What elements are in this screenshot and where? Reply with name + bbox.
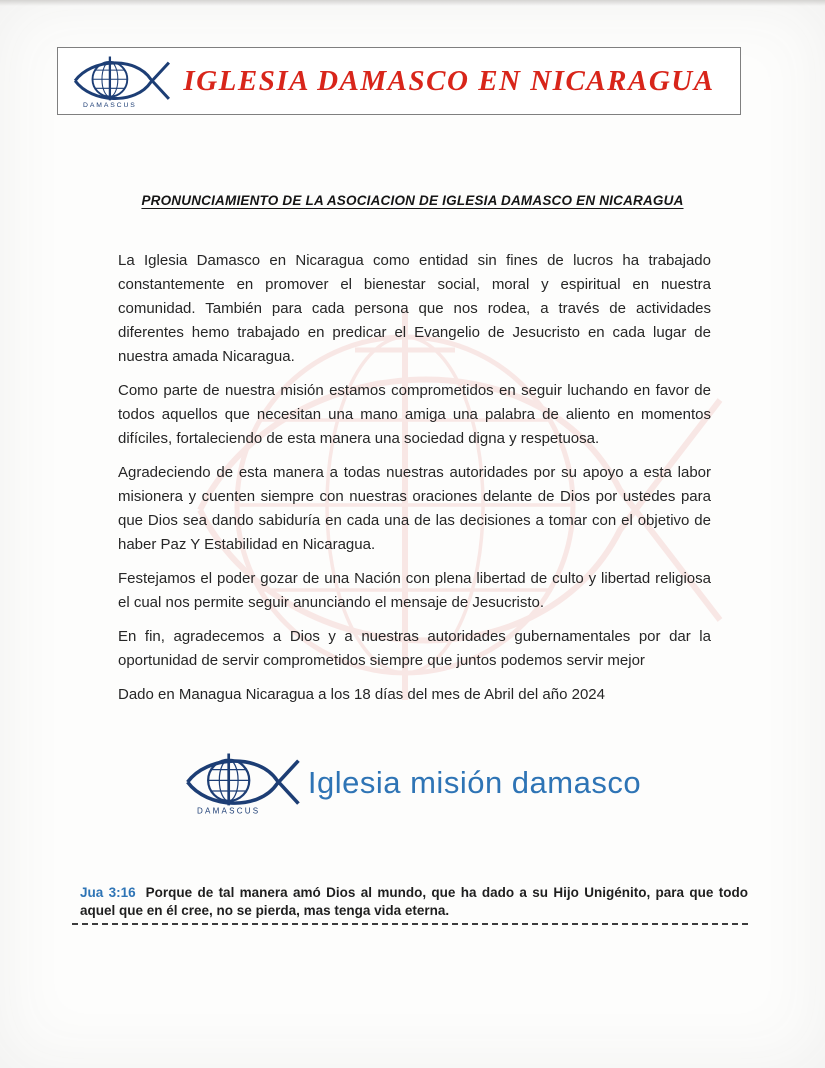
body-paragraph: La Iglesia Damasco en Nicaragua como entidad sin fines de lucros ha trabajado constantemente en promover el bienestar social, moral y espiritual en nuestra comunidad. También para cada persona que nos rodea, a través de actividades diferentes hemo trabajado en predicar el Evangelio de Jesucristo en cada lugar de nuestra amada Nicaragua. [118, 252, 711, 365]
body-paragraph: En fin, agradecemos a Dios y a nuestras autoridades gubernamentales por dar la oportunidad de servir comprometidos siempre que juntos podemos servir mejor [118, 628, 711, 669]
verse-divider [72, 923, 748, 925]
damasco-logo-icon [72, 52, 172, 111]
body-paragraph: Como parte de nuestra misión estamos comprometidos en seguir luchando en favor de todos aquellos que necesitan una mano amiga una palabra de aliento en momentos difíciles, fortaleciendo de esta manera una sociedad digna y respetuosa. [118, 382, 711, 447]
body-paragraph: Agradeciendo de esta manera a todas nuestras autoridades por su apoyo a esta labor misionera y cuenten siempre con nuestras oraciones delante de Dios por ustedes para que Dios sea dando sabiduría en cada una de las decisiones a tomar con el objetivo de haber Paz Y Estabilidad en Nicaragua. [118, 464, 711, 553]
document-heading: PRONUNCIAMIENTO DE LA ASOCIACION DE IGLESIA DAMASCO EN NICARAGUA [141, 193, 684, 208]
letterhead [57, 47, 741, 115]
footer [80, 884, 748, 925]
dateline: Dado en Managua Nicaragua a los 18 días del mes de Abril del año 2024 [118, 686, 605, 703]
verse-reference: Jua 3:16 [80, 885, 136, 900]
signature-name: Iglesia misión damasco [307, 765, 642, 800]
verse [80, 884, 748, 920]
body-paragraph: Festejamos el poder gozar de una Nación con plena libertad de culto y libertad religiosa el cual nos permite seguir anunciando el mensaje de Jesucristo. [118, 570, 711, 611]
verse-text: Porque de tal manera amó Dios al mundo, que ha dado a su Hijo Unigénito, para que todo aquel que en él cree, no se pierda, mas tenga vida eterna. [80, 885, 748, 918]
page-title: IGLESIA DAMASCO EN NICARAGUA [183, 64, 715, 97]
damasco-logo-icon [184, 748, 302, 818]
document-body [118, 249, 711, 707]
document-heading-row [0, 192, 825, 210]
signature-block [0, 748, 825, 818]
